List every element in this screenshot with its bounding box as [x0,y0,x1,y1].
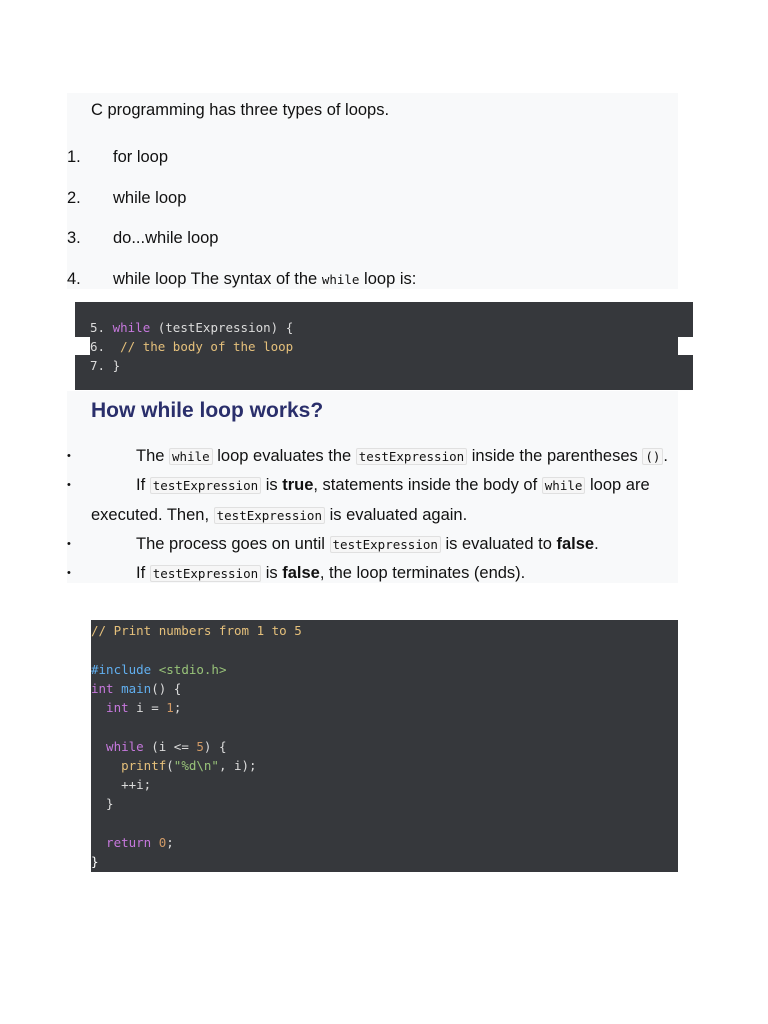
code-line [91,835,174,850]
inline-code: () [642,448,663,465]
code-line [91,739,226,754]
code-text: () { [151,681,182,696]
code-text: } [91,854,99,869]
bold-text: false [282,564,320,582]
code-text: (testExpression) { [150,320,294,335]
inline-code: testExpression [356,448,467,465]
code-number: 0 [158,835,167,850]
code-block-notch-left [75,337,90,355]
code-text: ; [166,835,174,850]
code-line [91,758,257,773]
code-line [90,339,293,354]
text-run: . [594,535,599,553]
inline-code: testExpression [150,477,261,494]
bullet-text [136,535,599,554]
syntax-code-block [75,302,693,390]
line-number: 5. [90,320,106,335]
code-number: 5 [196,739,204,754]
text-run: is evaluated again. [324,506,468,524]
bullet-continuation [91,506,467,525]
code-preprocessor: #include [91,662,152,677]
bullet-text [136,564,525,583]
text-run: is [261,564,283,582]
list-text: while loop [113,189,187,207]
code-keyword: int [91,681,114,696]
code-keyword: while [91,739,144,754]
text-run: , statements inside the body of [313,476,542,494]
bullet-dot: • [67,479,71,491]
list-text: do...while loop [113,229,219,247]
bullet-dot: • [67,567,71,579]
code-keyword: while [112,320,151,335]
text-run: , the loop terminates (ends). [319,564,526,582]
inline-code: while [542,477,586,494]
list-text [113,270,416,289]
code-block-notch-right [678,337,693,355]
code-comment: // Print numbers from 1 to 5 [91,623,302,638]
code-function: printf [91,758,167,773]
intro-paragraph: C programming has three types of loops. [91,101,390,119]
code-text: i = [128,700,167,715]
bullet-text [136,447,668,466]
text-run: If [136,476,150,494]
code-line [90,358,120,373]
code-text: } [91,796,114,811]
code-string: "%d\n" [173,758,219,773]
list-text-before: while loop The syntax of the [113,270,322,288]
code-text: (i <= [143,739,197,754]
bullet-dot: • [67,538,71,550]
example-code-block [91,620,678,872]
code-line [91,854,99,869]
inline-code: while [169,448,213,465]
text-run: is evaluated to [440,535,557,553]
bullet-text [136,476,650,495]
code-text: ; [173,700,182,715]
code-keyword: return [91,835,152,850]
code-line [91,623,302,638]
code-keyword: int [91,700,129,715]
line-number: 6. [90,339,106,354]
text-run: executed. Then, [91,506,214,524]
code-text: ++i; [91,777,152,792]
code-line [91,777,151,792]
section-heading: How while loop works? [91,399,324,422]
inline-code: testExpression [330,536,441,553]
text-run: loop are [585,476,650,494]
code-number: 1 [166,700,174,715]
code-text: ( [166,758,174,773]
code-text: , i); [218,758,257,773]
inline-code: while [321,272,360,287]
list-text-after: loop is: [359,270,417,288]
code-line [91,681,181,696]
code-header: <stdio.h> [151,662,227,677]
text-run: The [136,447,170,465]
code-line [91,700,181,715]
line-number: 7. [90,358,106,373]
text-run: If [136,564,150,582]
code-line [91,796,114,811]
bold-text: false [556,535,595,553]
text-run: The process goes on until [136,535,330,553]
bold-text: true [282,476,314,494]
text-run: loop evaluates the [212,447,356,465]
text-run: . [663,447,668,465]
code-text [151,835,159,850]
code-line [91,662,226,677]
list-number: 3. [67,229,81,247]
inline-code: testExpression [150,565,261,582]
list-number: 1. [67,148,81,166]
code-function: main [113,681,152,696]
code-comment: // the body of the loop [105,339,294,354]
text-run: is [261,476,283,494]
code-line [90,320,293,335]
list-text: for loop [113,148,169,166]
list-number: 2. [67,189,81,207]
text-run: inside the parentheses [467,447,643,465]
list-number: 4. [67,270,81,288]
bullet-dot: • [67,450,71,462]
inline-code: testExpression [214,507,325,524]
code-text: ) { [203,739,227,754]
code-text: } [105,358,121,373]
